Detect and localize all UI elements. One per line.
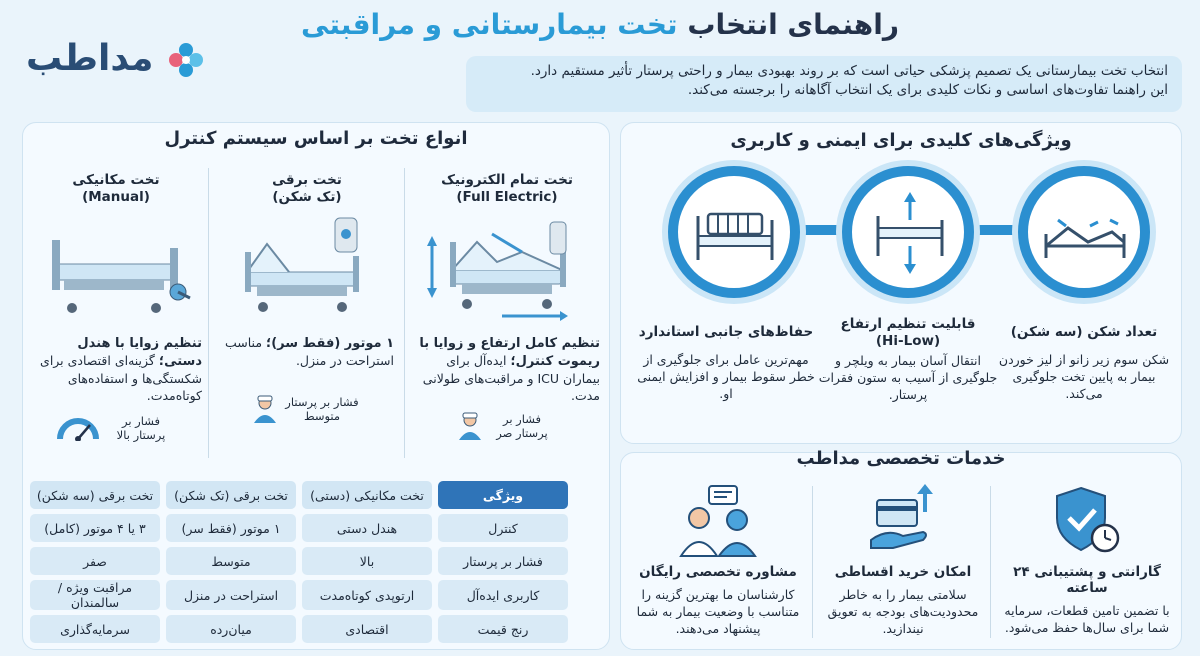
bedtype-name: تخت تمام الکترونیک <box>441 172 573 188</box>
table-header: ویژگی <box>438 481 568 509</box>
nurse-load <box>408 412 606 440</box>
nurse-load-text: فشار بر پرستار متوسط <box>285 395 359 423</box>
service-item <box>626 482 810 637</box>
table-cell: اقتصادی <box>302 615 432 643</box>
bedtype-manual <box>26 172 206 462</box>
logo-flower-icon <box>166 40 206 80</box>
service-desc: سلامتی بیمار را به خاطر محدودیت‌های بودجه به تعویق نیندازید. <box>827 587 979 636</box>
table-cell: ارتوپدی کوتاه‌مدت <box>302 580 432 610</box>
table-cell: ۳ یا ۴ موتور (کامل) <box>30 514 160 542</box>
service-desc: با تضمین تامین قطعات، سرمایه شما برای سال‌ها حفظ می‌شود. <box>1004 603 1170 635</box>
bedtype-desc-text: ایده‌آل برای بیماران ICU و مراقبت‌های طولانی مدت. <box>422 353 600 403</box>
comparison-table-grid <box>24 476 574 648</box>
divider <box>990 486 991 638</box>
service-item <box>818 482 988 637</box>
bedtype-sub: (تک شکن) <box>272 189 342 205</box>
table-row <box>30 547 568 575</box>
table-header-row <box>30 481 568 509</box>
divider <box>812 486 813 638</box>
feature-circle-reclining <box>1018 166 1150 298</box>
table-header: تخت برقی (سه شکن) <box>30 481 160 509</box>
feature-desc: شکن سوم زیر زانو از لیز خوردن بیمار به پایین تخت جلوگیری می‌کند. <box>998 352 1170 401</box>
nurse-load-text: فشار بر پرستار بالا <box>116 414 166 442</box>
logo-text: مداطب <box>26 38 154 79</box>
table-header: تخت مکانیکی (دستی) <box>302 481 432 509</box>
feature-title: قابلیت تنظیم ارتفاع <box>840 316 976 332</box>
service-desc: کارشناسان ما بهترین گزینه را متناسب با وضعیت بیمار به شما پیشنهاد می‌دهند. <box>636 587 800 636</box>
manual-bed-icon <box>36 212 196 332</box>
divider <box>208 168 209 458</box>
bedtype-electric-single <box>212 172 402 462</box>
service-title: گارانتی و پشتیبانی ۲۴ ساعته <box>1013 564 1161 596</box>
table-cell: ۱ موتور (فقط سر) <box>166 514 296 542</box>
bedtype-full-electric <box>408 172 606 462</box>
table-cell: کنترل <box>438 514 568 542</box>
feature-desc: انتقال آسان بیمار به ویلچر و جلوگیری از آسیب به ستون فقرات پرستار. <box>818 353 998 402</box>
height-adjust-icon <box>852 176 964 288</box>
service-title: امکان خرید اقساطی <box>834 564 972 580</box>
nurse-load <box>26 414 206 442</box>
bedtype-desc-bold: ۱ موتور (فقط سر)؛ <box>266 336 394 351</box>
features-heading: ویژگی‌های کلیدی برای ایمنی و کاربری <box>730 130 1072 151</box>
nurse-load <box>212 395 402 423</box>
bedtype-name: تخت برقی <box>272 172 342 188</box>
bedtype-desc <box>26 334 206 404</box>
divider <box>404 168 405 458</box>
intro-box <box>466 56 1182 112</box>
bedtype-desc-text: مناسب استراحت در منزل. <box>225 335 394 368</box>
table-cell: رنج قیمت <box>438 615 568 643</box>
services-heading: خدمات تخصصی مداطب <box>796 448 1006 469</box>
shield-check-icon <box>1047 482 1127 562</box>
side-rails-icon <box>678 176 790 288</box>
consultation-icon <box>673 482 763 562</box>
feature-item <box>996 324 1172 402</box>
intro-line-1: انتخاب تخت بیمارستانی یک تصمیم پزشکی حیاتی است که بر روند بهبودی بیمار و راحتی پرستار تأثیر مستقیم دارد. <box>530 63 1168 79</box>
table-cell: مراقبت ویژه / سالمندان <box>30 580 160 610</box>
electric-bed-icon <box>227 212 387 332</box>
page-title <box>300 8 900 48</box>
feature-item <box>818 316 998 403</box>
full-electric-bed-icon <box>422 212 592 332</box>
intro-line-2: این راهنما تفاوت‌های اساسی و نکات کلیدی برای یک انتخاب آگاهانه را برجسته می‌کند. <box>687 82 1168 98</box>
table-row <box>30 615 568 643</box>
bedtype-sub: (Full Electric) <box>456 189 558 205</box>
feature-circle-height <box>842 166 974 298</box>
table-cell: استراحت در منزل <box>166 580 296 610</box>
table-header: تخت برقی (تک شکن) <box>166 481 296 509</box>
table-cell: میان‌رده <box>166 615 296 643</box>
bedtype-desc-bold: تنظیم کامل ارتفاع و زوایا با ریموت کنترل؛ <box>419 336 600 369</box>
feature-title: تعداد شکن (سه شکن) <box>1010 324 1158 340</box>
bedtype-desc <box>212 334 402 369</box>
title-accent: تخت بیمارستانی و مراقبتی <box>301 8 678 41</box>
feature-sub: (Hi-Low) <box>875 333 941 349</box>
feature-title: حفاظ‌های جانبی استاندارد <box>638 324 814 340</box>
title-main: راهنمای انتخاب <box>687 8 899 41</box>
reclining-bed-icon <box>1028 176 1140 288</box>
logo <box>26 38 206 88</box>
nurse-load-text: فشار بر پرستار صر <box>496 412 548 440</box>
table-row <box>30 580 568 610</box>
types-heading: انواع تخت بر اساس سیستم کنترل <box>164 128 468 149</box>
table-cell: هندل دستی <box>302 514 432 542</box>
nurse-icon <box>252 395 278 423</box>
feature-circle-siderails <box>668 166 800 298</box>
table-cell: بالا <box>302 547 432 575</box>
bedtype-desc-text: گزینه‌ای اقتصادی برای شکستگی‌ها و استفاده‌های کوتاه‌مدت. <box>40 353 202 403</box>
feature-item <box>636 324 816 402</box>
bedtype-sub: (Manual) <box>82 189 150 205</box>
card-hand-icon <box>863 482 943 562</box>
bedtype-name: تخت مکانیکی <box>72 172 160 188</box>
bedtype-desc <box>408 334 606 404</box>
table-cell: صفر <box>30 547 160 575</box>
table-cell: سرمایه‌گذاری <box>30 615 160 643</box>
service-item <box>996 482 1178 636</box>
table-cell: کاربری ایده‌آل <box>438 580 568 610</box>
nurse-icon <box>457 412 483 440</box>
comparison-table <box>24 476 608 648</box>
table-cell: متوسط <box>166 547 296 575</box>
feature-desc: مهم‌ترین عامل برای جلوگیری از خطر سقوط بیمار و افزایش ایمنی او. <box>637 352 815 401</box>
table-cell: فشار بر پرستار <box>438 547 568 575</box>
gauge-icon <box>56 415 100 441</box>
service-title: مشاوره تخصصی رایگان <box>639 564 797 580</box>
table-row <box>30 514 568 542</box>
bedtype-desc-bold: تنظیم زوایا با هندل دستی؛ <box>77 336 202 369</box>
